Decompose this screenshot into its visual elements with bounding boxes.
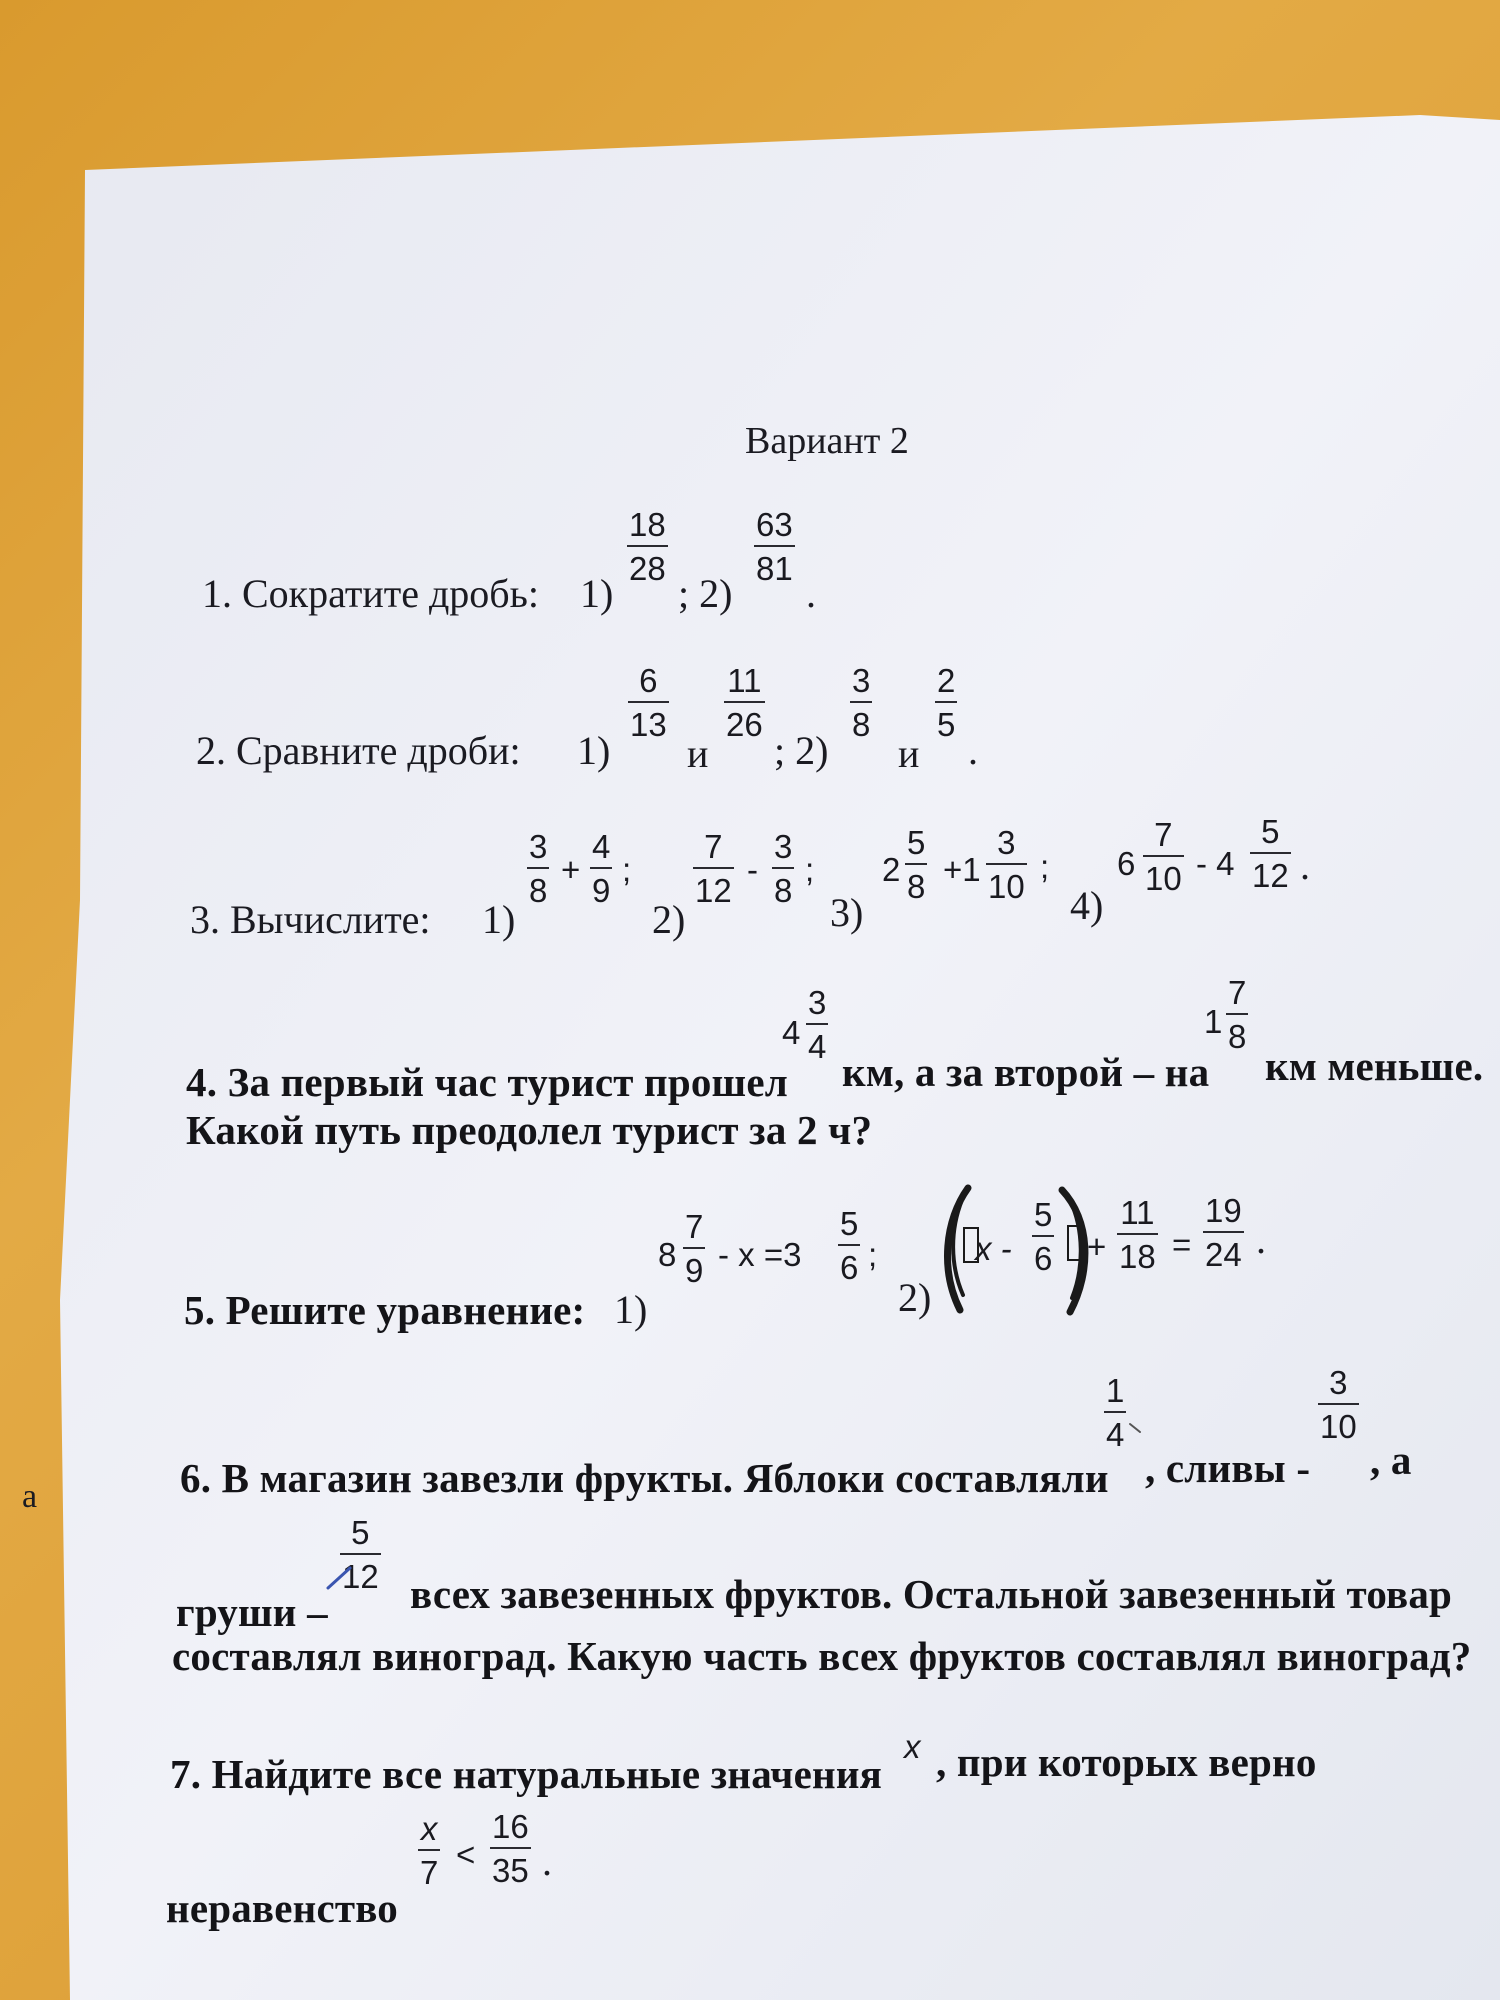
denominator: 10	[1320, 1408, 1357, 1445]
denominator: 12	[1252, 857, 1289, 894]
fraction-7-12	[693, 830, 734, 907]
numerator: 7	[1154, 816, 1173, 853]
period: .	[968, 728, 978, 773]
fraction-4-9	[590, 830, 612, 907]
problem-3-item-3: 3)	[830, 890, 864, 935]
problem-5-item-2: 2)	[898, 1275, 932, 1320]
numerator: 18	[629, 506, 666, 543]
problem-2-label: 2. Сравните дроби:	[196, 728, 521, 773]
denominator: 13	[630, 706, 667, 743]
denominator: 5	[937, 706, 956, 743]
variable-x: x	[904, 1728, 921, 1765]
problem-3-item-2: 2)	[652, 897, 686, 942]
denominator: 9	[592, 872, 611, 909]
numerator: 3	[1329, 1364, 1348, 1401]
whole-part: 1	[1204, 1003, 1223, 1040]
denominator: 35	[492, 1852, 529, 1889]
whole-part: 6	[1117, 845, 1136, 882]
fraction-5-6	[1032, 1198, 1054, 1275]
problem-6-line-1: 6. В магазин завезли фрукты. Яблоки составляли	[180, 1455, 1109, 1501]
fraction-18-28	[627, 508, 668, 585]
denominator: 12	[695, 872, 732, 909]
problem-5-label: 5. Решите уравнение:	[184, 1287, 586, 1333]
problem-3-item-4: 4)	[1070, 883, 1104, 928]
denominator: 81	[756, 550, 793, 587]
minus-sign: -	[747, 851, 758, 888]
problem-4-text-mid: км, а за второй – на	[842, 1049, 1210, 1095]
numerator: 5	[351, 1514, 370, 1551]
semicolon: ;	[1040, 848, 1050, 885]
problem-6-mid: , сливы -	[1145, 1445, 1311, 1491]
fraction-3-8	[527, 830, 549, 907]
period: .	[806, 571, 816, 616]
fraction-3-10	[1318, 1366, 1359, 1443]
denominator: 8	[1228, 1018, 1247, 1055]
denominator: 24	[1205, 1236, 1242, 1273]
period: .	[1256, 1217, 1266, 1262]
denominator: 8	[852, 706, 871, 743]
numerator: 5	[840, 1205, 859, 1242]
numerator: 5	[1034, 1196, 1053, 1233]
fraction-7-10	[1143, 818, 1184, 895]
period: .	[1300, 843, 1310, 888]
numerator: 1	[1106, 1372, 1125, 1409]
fraction-7-9	[683, 1210, 705, 1287]
problem-1-label: 1. Сократите дробь:	[202, 571, 540, 616]
denominator: 4	[1106, 1416, 1125, 1453]
plus-sign: +	[561, 851, 581, 888]
minus-sign: - 4	[1196, 845, 1235, 882]
numerator: 19	[1205, 1192, 1242, 1229]
less-than-sign: <	[456, 1836, 476, 1873]
variant-heading: Вариант 2	[745, 420, 909, 462]
fraction-5-12	[340, 1516, 381, 1593]
fraction-5-6	[838, 1207, 860, 1284]
numerator: 6	[639, 662, 658, 699]
fraction-19-24	[1203, 1194, 1244, 1271]
numerator: 3	[774, 828, 793, 865]
denominator: 7	[420, 1854, 439, 1891]
plus-sign: +	[1087, 1228, 1107, 1265]
equation-part: x -	[975, 1230, 1012, 1267]
problem-6-line-2: всех завезенных фруктов. Остальной завезенный товар	[410, 1571, 1453, 1617]
conjunction-and: и	[898, 731, 920, 776]
problem-4-text: 4. За первый час турист прошел	[186, 1059, 788, 1105]
numerator: 11	[727, 662, 762, 699]
problem-4-question: Какой путь преодолел турист за 2 ч?	[186, 1107, 873, 1153]
denominator: 10	[1145, 860, 1182, 897]
fraction-2-5	[935, 664, 957, 741]
fraction-16-35	[490, 1810, 531, 1887]
denominator: 28	[629, 550, 666, 587]
problem-6-line-3: составлял виноград. Какую часть всех фруктов составлял виноград?	[172, 1633, 1472, 1679]
numerator: 7	[1228, 974, 1247, 1011]
fraction-x-7	[418, 1812, 440, 1889]
numerator: 11	[1120, 1194, 1155, 1231]
problem-3-label: 3. Вычислите:	[190, 897, 431, 942]
denominator: 12	[342, 1558, 379, 1595]
fraction-63-81	[754, 508, 795, 585]
numerator: x	[420, 1810, 438, 1847]
semicolon: ;	[622, 851, 632, 888]
denominator: 4	[808, 1028, 827, 1065]
fraction-5-8	[905, 826, 927, 903]
denominator: 8	[774, 872, 793, 909]
problem-7-line-1b: , при которых верно	[936, 1739, 1317, 1785]
fraction-7-8	[1226, 976, 1248, 1053]
problem-6-pre: груши –	[176, 1589, 328, 1635]
fraction-11-18	[1117, 1196, 1158, 1273]
margin-letter: а	[22, 1478, 38, 1515]
plus-sign: +1	[943, 851, 981, 888]
whole-part: 8	[658, 1236, 677, 1273]
equals-sign: =	[1172, 1226, 1192, 1263]
fraction-5-12	[1250, 815, 1291, 892]
fraction-6-13	[628, 664, 669, 741]
equation-part: - x =3	[718, 1236, 802, 1273]
fraction-3-8	[850, 664, 872, 741]
problem-6-end: , а	[1370, 1437, 1412, 1483]
denominator: 8	[529, 872, 548, 909]
problem-1-item-1: 1)	[580, 571, 614, 616]
numerator: 2	[937, 662, 956, 699]
problem-2-item-1: 1)	[577, 728, 611, 773]
fraction-3-8	[772, 830, 794, 907]
problem-2-item-2: ; 2)	[774, 728, 829, 773]
numerator: 5	[907, 824, 926, 861]
numerator: 16	[492, 1808, 529, 1845]
numerator: 3	[808, 984, 827, 1021]
numerator: 7	[704, 828, 723, 865]
problem-3-item-1: 1)	[482, 897, 516, 942]
semicolon: ;	[868, 1236, 878, 1273]
whole-part: 2	[882, 851, 901, 888]
numerator: 5	[1261, 813, 1280, 850]
numerator: 3	[529, 828, 548, 865]
conjunction-and: и	[687, 731, 709, 776]
denominator: 6	[840, 1249, 859, 1286]
problem-7-pre: неравенство	[166, 1885, 398, 1931]
denominator: 8	[907, 868, 926, 905]
numerator: 3	[997, 824, 1016, 861]
fraction-3-4	[806, 986, 828, 1063]
semicolon: ;	[805, 851, 815, 888]
problem-5-item-1: 1)	[614, 1287, 648, 1332]
fraction-1-4	[1104, 1374, 1126, 1451]
numerator: 7	[685, 1208, 704, 1245]
denominator: 18	[1119, 1238, 1156, 1275]
denominator: 9	[685, 1252, 704, 1289]
numerator: 4	[592, 828, 611, 865]
problem-1-item-2: ; 2)	[678, 571, 733, 616]
problem-4-text-end: км меньше.	[1265, 1043, 1484, 1089]
numerator: 63	[756, 506, 793, 543]
fraction-11-26	[724, 664, 765, 741]
denominator: 6	[1034, 1240, 1053, 1277]
whole-part: 4	[782, 1014, 801, 1051]
numerator: 3	[852, 662, 871, 699]
problem-7-line-1: 7. Найдите все натуральные значения	[170, 1751, 883, 1797]
denominator: 10	[988, 868, 1025, 905]
period: .	[542, 1839, 552, 1884]
denominator: 26	[726, 706, 763, 743]
fraction-3-10	[986, 826, 1027, 903]
